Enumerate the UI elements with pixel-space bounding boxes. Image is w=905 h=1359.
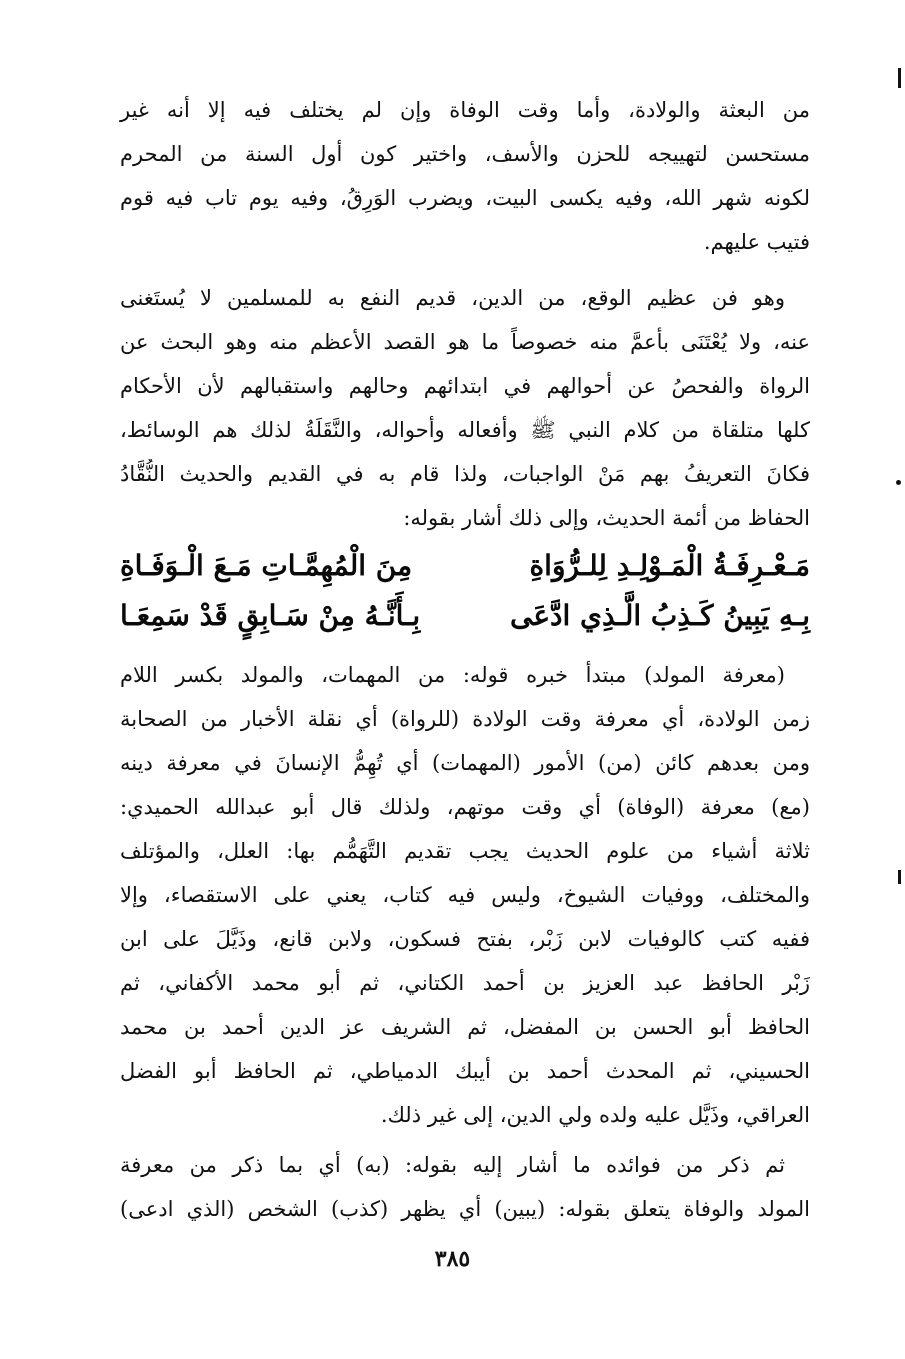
paragraph-line [0,880,905,912]
line-text: زَبْر الحافظ عبد العزيز بن أحمد الكتاني، ثم أبو محمد الأكفاني، ثم [120,971,810,995]
line-text: ومن بعدهم كائن (من) الأمور (المهمات) أي تُهِمُّ الإنسانَ في معرفة دينه [120,751,810,775]
paragraph-line [0,371,905,403]
paragraph-line [0,1100,905,1132]
line-text: ثلاثة أشياء من علوم الحديث يجب تقديم التَّهَمُّم بها: العلل، والمؤتلف [120,839,810,863]
paragraph-line [0,836,905,868]
line-text: والمختلف، ووفيات الشيوخ، وليس فيه كتاب، يعني على الاستقصاء، وإلا [120,883,810,907]
line-text: عنه، ولا يُعْتَنَى بأعمَّ منه خصوصاً ما هو القصد الأعظم منه وهو البحث عن [120,330,810,354]
line-text: وهو فن عظيم الوقع، من الدين، قديم النفع به للمسلمين لا يُستَغنى [120,286,785,310]
line-text: العراقي، وذَيَّل عليه ولده ولي الدين، إلى غير ذلك. [380,1103,810,1127]
paragraph-line [0,1194,905,1226]
verse-hemistich: مِنَ الْمُهِمَّـاتِ مَـعَ الْـوَفَـاةِ [120,549,413,582]
line-text: فتيب عليهم. [703,230,810,254]
line-text: كلها متلقاة من كلام النبي ﷺ وأفعاله وأحواله، والنَّقَلَةُ لذلك هم الوسائط، [120,418,810,442]
line-text: الحافظ أبو الحسن بن المفضل، ثم الشريف عز الدين أحمد بن محمد [120,1015,810,1039]
line-text: مستحسن لتهييجه للحزن والأسف، واختير كون أول السنة من المحرم [120,142,810,166]
paragraph-line [0,415,905,447]
line-text: الحسيني، ثم المحدث أحمد بن أيبك الدمياطي، ثم الحافظ أبو الفضل [120,1059,810,1083]
paragraph-line [0,283,905,315]
paragraph-line [0,924,905,956]
verse-hemistich: بِـأَنَّـهُ مِنْ سَـابِقٍ قَدْ سَمِعَـا [120,599,421,632]
paragraph-line [0,183,905,215]
paragraph-line [0,95,905,127]
paragraph-line [0,660,905,692]
line-text: (معرفة المولد) مبتدأ خبره قوله: من المهمات، والمولد بكسر اللام [120,663,785,687]
line-text: زمن الولادة، أي معرفة وقت الولادة (للرواة) أي نقلة الأخبار من الصحابة [120,707,810,731]
line-text: ففيه كتب كالوفيات لابن زَبْر، بفتح فسكون، ولابن قانع، وذَيَّلَ على ابن [120,927,810,951]
line-text: ثم ذكر من فوائده ما أشار إليه بقوله: (به) أي بما ذكر من معرفة [120,1153,785,1177]
scan-margin-mark [898,870,901,884]
line-text: فكانَ التعريفُ بهم مَنْ الواجبات، ولذا قام به في القديم والحديث النُّقَّادُ [120,462,810,486]
paragraph-line [0,1150,905,1182]
verse-hemistich: مَـعْـرِفَـةُ الْمَـوْلِـدِ لِلـرُّوَاةِ [529,549,810,582]
paragraph-line [0,503,905,535]
paragraph-line [0,1012,905,1044]
line-text: الحفاظ من أئمة الحديث، وإلى ذلك أشار بقوله: [403,506,810,530]
line-text: من البعثة والولادة، وأما وقت الوفاة وإن لم يختلف فيه إلا أنه غير [120,98,810,122]
line-text: لكونه شهر الله، وفيه يكسى البيت، ويضرب الوَرِقُ، وفيه يوم تاب فيه قوم [120,186,810,210]
line-text: الرواة والفحصُ عن أحوالهم في ابتدائهم وحالهم واستقبالهم لأن الأحكام [120,374,810,398]
paragraph-line [0,1056,905,1088]
paragraph-line [0,748,905,780]
scan-margin-mark [898,68,901,88]
paragraph-line [0,792,905,824]
paragraph-line [0,459,905,491]
paragraph-line [0,327,905,359]
page-number: ٣٨٥ [434,1246,471,1272]
paragraph-line [0,139,905,171]
line-text: (مع) معرفة (الوفاة) أي وقت موتهم، ولذلك قال أبو عبدالله الحميدي: [120,795,810,819]
line-text: المولد والوفاة يتعلق بقوله: (يبين) أي يظهر (كذب) الشخص (الذي ادعى) [120,1197,810,1221]
scan-margin-mark [896,480,901,485]
paragraph-line [0,704,905,736]
verse-hemistich: بِـهِ يَبِينُ كَـذِبُ الَّـذِي ادَّعَى [509,599,810,632]
paragraph-line [0,968,905,1000]
paragraph-line [0,227,905,259]
